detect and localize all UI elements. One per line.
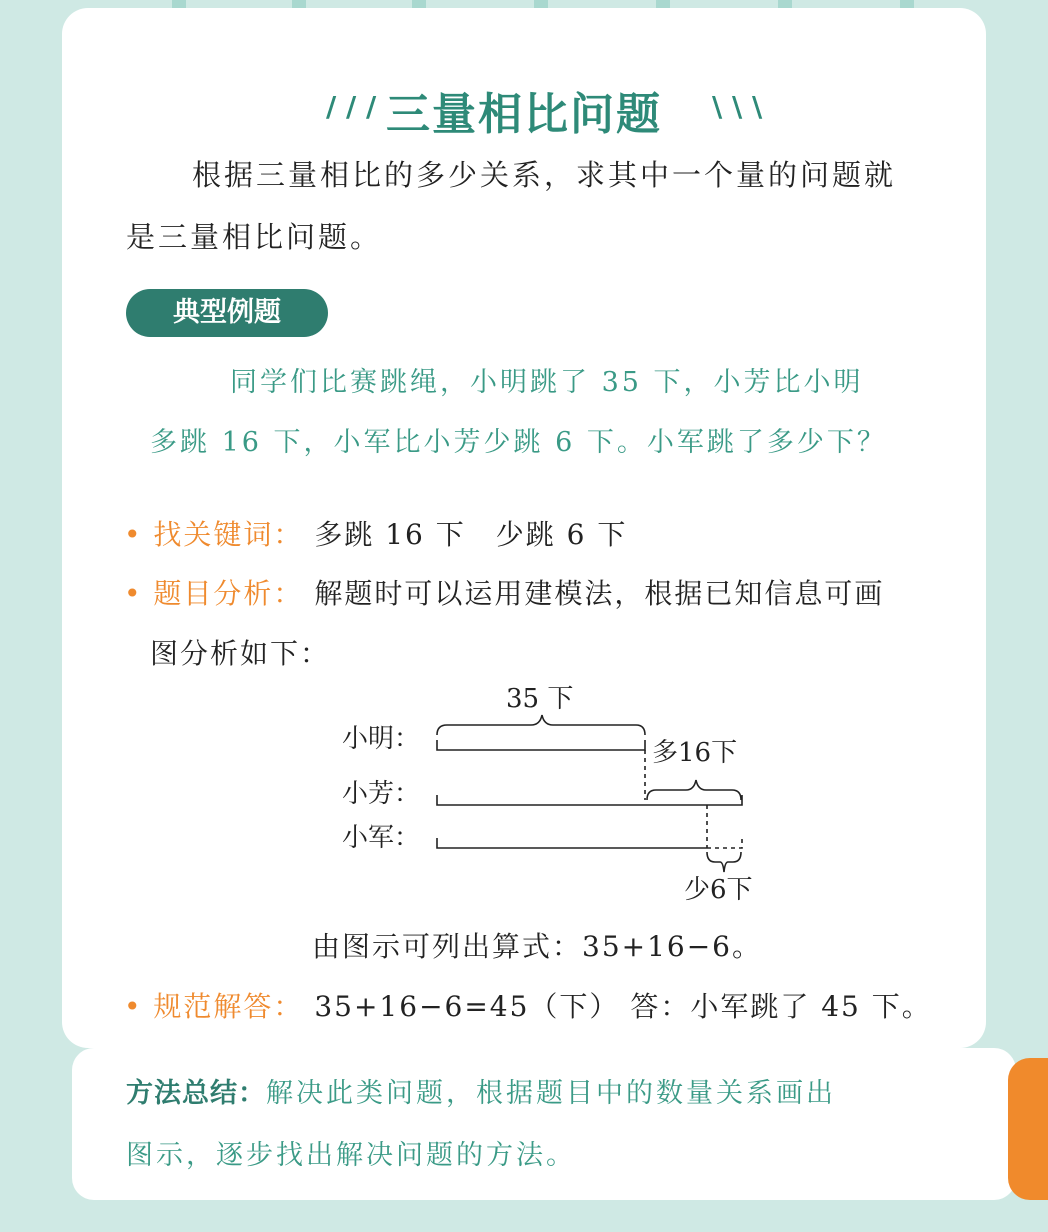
title-decoration-right: \ \ \ [712, 90, 763, 123]
bullet-icon: • [124, 518, 143, 551]
less-brace [707, 852, 741, 872]
title-decoration-left: / / / [326, 90, 377, 123]
summary-line-1 [126, 1063, 986, 1125]
more-brace [647, 780, 741, 800]
intro-line-1: 根据三量相比的多少关系，求其中一个量的问题就 [192, 158, 897, 192]
xiaoming-label: 小明： [342, 724, 421, 754]
problem-line-2: 多跳 16 下，小军比小芳少跳 6 下。小军跳了多少下？ [150, 427, 887, 458]
bullet-icon: • [124, 990, 143, 1023]
keywords-value: 多跳 16 下 少跳 6 下 [314, 518, 628, 551]
less-label: 少6下 [684, 875, 753, 905]
page-title: 三量相比问题 [386, 89, 662, 140]
example-badge: 典型例题 [126, 289, 328, 337]
xiaofang-bar [437, 795, 742, 805]
answer-value: 35+16−6=45（下） 答：小军跳了 45 下。 [314, 990, 932, 1023]
summary-line-2: 图示，逐步找出解决问题的方法。 [126, 1140, 576, 1171]
summary-label: 方法总结： [126, 1078, 266, 1109]
more-label: 多16下 [652, 738, 738, 768]
analysis-line-2: 图分析如下： [150, 637, 331, 670]
method-summary [126, 1063, 986, 1187]
top-brace-label: 35 下 [506, 684, 574, 714]
top-brace [437, 715, 645, 735]
xiaojun-label: 小军： [342, 823, 421, 853]
intro-line-2: 是三量相比问题。 [126, 220, 383, 254]
bullet-icon: • [124, 577, 143, 610]
xiaojun-bar [437, 838, 707, 848]
answer-label: 规范解答： [153, 990, 304, 1023]
xiaojun-dashed-end [707, 838, 742, 848]
xiaoming-bar [437, 740, 645, 750]
xiaofang-label: 小芳： [342, 779, 421, 809]
analysis-label: 题目分析： [153, 577, 304, 610]
summary-text-1: 解决此类问题，根据题目中的数量关系画出 [266, 1078, 836, 1109]
problem-line-1: 同学们比赛跳绳，小明跳了 35 下，小芳比小明 [230, 367, 864, 398]
formula-line: 由图示可列出算式：35+16−6。 [312, 930, 762, 963]
analysis-value: 解题时可以运用建模法，根据已知信息可画 [314, 577, 885, 610]
keywords-label: 找关键词： [153, 518, 304, 551]
answer-line [124, 985, 932, 1025]
